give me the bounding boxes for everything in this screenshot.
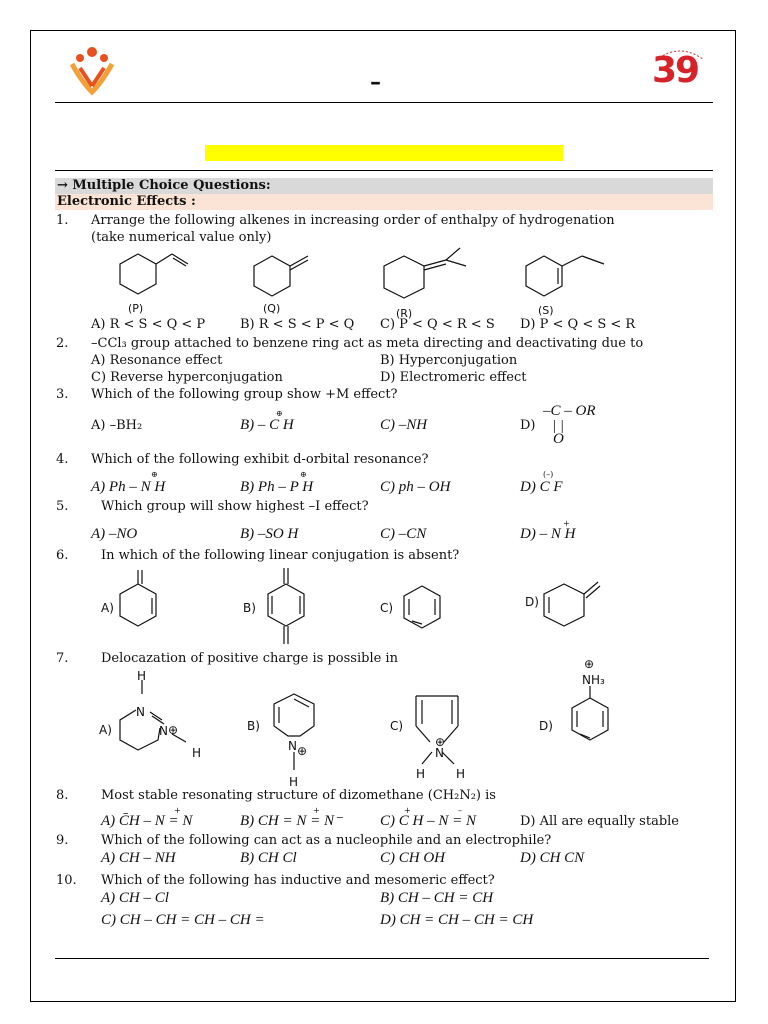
q8-a-plus: + xyxy=(174,806,181,815)
title-highlight xyxy=(205,145,563,161)
q9-number: 9. xyxy=(56,833,69,848)
q7-b-charge: ⊕ xyxy=(297,744,308,758)
q7-d-charge: ⊕ xyxy=(584,657,595,671)
q6-option-b[interactable]: B) xyxy=(243,601,256,615)
q1-option-b[interactable]: B) R < S < P < Q xyxy=(240,317,355,332)
q10-number: 10. xyxy=(56,873,77,888)
q9-option-c[interactable]: C) CH OH xyxy=(380,850,446,866)
q2-option-c[interactable]: C) Reverse hyperconjugation xyxy=(91,370,283,385)
q1-text-cont: (take numerical value only) xyxy=(91,230,272,245)
q8-b-plus: + xyxy=(313,806,320,815)
q3-d-oxygen: O xyxy=(553,431,564,447)
q5-option-c[interactable]: C) –CN xyxy=(380,526,427,542)
q3-number: 3. xyxy=(56,387,69,402)
q7-structure-b xyxy=(264,690,334,790)
q2-option-b[interactable]: B) Hyperconjugation xyxy=(380,353,518,368)
institute-logo xyxy=(62,42,122,97)
q4-text: Which of the following exhibit d-orbital resonance? xyxy=(91,452,429,467)
q3-d-bond: | | xyxy=(552,418,564,434)
q4-option-b[interactable]: B) Ph – P H xyxy=(240,479,314,495)
q1-label-r: (R) xyxy=(396,307,413,320)
q4-d-charge: (–) xyxy=(543,470,554,479)
q5-option-a[interactable]: A) –NO xyxy=(91,526,138,542)
q7-a-h-top: H xyxy=(137,669,147,683)
q7-structure-c xyxy=(410,686,480,776)
q6-option-d[interactable]: D) xyxy=(525,595,539,609)
q9-text: Which of the following can act as a nucleophile and an electrophile? xyxy=(101,833,552,848)
q2-option-d[interactable]: D) Electromeric effect xyxy=(380,370,527,385)
q4-option-a[interactable]: A) Ph – N H xyxy=(91,479,166,495)
q7-structure-d xyxy=(566,686,616,746)
q3-b-charge: ⊕ xyxy=(276,409,283,418)
q1-text: Arrange the following alkenes in increasing order of enthalpy of hydrogenation xyxy=(91,213,615,228)
header-rule xyxy=(55,102,713,103)
q9-option-b[interactable]: B) CH Cl xyxy=(240,850,297,866)
q10-option-d[interactable]: D) CH = CH – CH = CH xyxy=(380,912,534,928)
q7-a-h-bottom: H xyxy=(192,746,202,760)
q5-option-b[interactable]: B) –SO H xyxy=(240,526,299,542)
q3-option-d[interactable]: D) xyxy=(520,418,536,433)
q10-option-c[interactable]: C) CH – CH = CH – CH = xyxy=(101,912,265,928)
q8-c-plus: + xyxy=(404,806,411,815)
q8-option-d[interactable]: D) All are equally stable xyxy=(520,814,680,829)
q7-a-n-top: N xyxy=(136,705,145,719)
q4-option-d[interactable]: D) C F xyxy=(520,479,563,495)
q4-a-charge: ⊕ xyxy=(151,470,158,479)
q3-option-b[interactable]: B) – C H xyxy=(240,417,294,433)
q1-label-q: (Q) xyxy=(263,302,281,315)
q6-structure-d xyxy=(540,578,610,638)
q1-structure-q xyxy=(246,248,336,308)
q1-option-d[interactable]: D) P < Q < S < R xyxy=(520,317,636,332)
q1-option-c[interactable]: C) P < Q < R < S xyxy=(380,317,495,332)
header-dash: – xyxy=(370,69,381,95)
q9-option-d[interactable]: D) CH CN xyxy=(520,850,585,866)
q1-label-p: (P) xyxy=(128,302,144,315)
q2-number: 2. xyxy=(56,336,69,351)
q7-number: 7. xyxy=(56,651,69,666)
q3-option-c[interactable]: C) –NH xyxy=(380,417,428,433)
q10-option-b[interactable]: B) CH – CH = CH xyxy=(380,890,494,906)
footer-rule xyxy=(55,958,709,959)
q3-d-top: –C – OR xyxy=(543,403,596,419)
q6-text: In which of the following linear conjugation is absent? xyxy=(101,548,460,563)
q6-option-a[interactable]: A) xyxy=(101,601,114,615)
q5-option-d[interactable]: D) – N H xyxy=(520,526,576,542)
q5-number: 5. xyxy=(56,499,69,514)
q7-option-a[interactable]: A) xyxy=(99,723,112,737)
q1-structure-s xyxy=(520,250,620,310)
q10-option-a[interactable]: A) CH – Cl xyxy=(101,890,169,906)
topic-title: Electronic Effects : xyxy=(57,194,196,209)
q2-text: –CCl₃ group attached to benzene ring act as meta directing and deactivating due to xyxy=(91,336,644,351)
q7-c-charge: ⊕ xyxy=(435,735,446,749)
q8-option-a[interactable]: A) C̄H – N = N xyxy=(101,813,193,829)
q3-option-a[interactable]: A) –BH₂ xyxy=(91,418,143,433)
q4-number: 4. xyxy=(56,452,69,467)
q7-option-b[interactable]: B) xyxy=(247,719,260,733)
q6-structure-a xyxy=(114,570,174,640)
q7-c-h-left: H xyxy=(416,767,426,781)
q7-c-h-right: H xyxy=(456,767,466,781)
q7-text: Delocazation of positive charge is possible in xyxy=(101,651,398,666)
q6-structure-b xyxy=(262,566,322,650)
q1-option-a[interactable]: A) R < S < Q < P xyxy=(91,317,206,332)
q8-option-b[interactable]: B) CH = N = N⁻ xyxy=(240,813,342,829)
badge-arc-icon xyxy=(650,46,720,62)
section-rule xyxy=(55,170,713,171)
q10-text: Which of the following has inductive and mesomeric effect? xyxy=(101,873,495,888)
q7-option-d[interactable]: D) xyxy=(539,719,553,733)
q4-b-charge: ⊕ xyxy=(300,470,307,479)
q1-label-s: (S) xyxy=(538,304,554,317)
q1-structure-r xyxy=(378,246,488,306)
q7-b-h: H xyxy=(289,775,299,789)
q1-structure-p xyxy=(110,248,210,308)
q1-number: 1. xyxy=(56,213,69,228)
q2-option-a[interactable]: A) Resonance effect xyxy=(91,353,223,368)
q7-b-n: N xyxy=(288,739,297,753)
q9-option-a[interactable]: A) CH – NH xyxy=(101,850,176,866)
q5-text: Which group will show highest –I effect? xyxy=(101,499,369,514)
q4-option-c[interactable]: C) ph – OH xyxy=(380,479,451,495)
q7-a-n-bottom: N xyxy=(159,724,168,738)
q8-c-minus: – xyxy=(458,806,462,815)
q6-number: 6. xyxy=(56,548,69,563)
q8-number: 8. xyxy=(56,788,69,803)
q7-c-n: N xyxy=(435,746,444,760)
q7-a-charge: ⊕ xyxy=(168,723,179,737)
q8-text: Most stable resonating structure of dizomethane (CH₂N₂) is xyxy=(101,788,496,803)
mcq-title: → Multiple Choice Questions: xyxy=(57,178,271,193)
q5-d-charge: + xyxy=(563,519,570,528)
q7-option-c[interactable]: C) xyxy=(390,719,404,733)
q7-d-nh3: NH₃ xyxy=(582,673,605,687)
q3-text: Which of the following group show +M effect? xyxy=(91,387,398,402)
q6-option-c[interactable]: C) xyxy=(380,601,394,615)
q8-option-c[interactable]: C) C H – N = N xyxy=(380,813,476,829)
q6-structure-c xyxy=(400,584,450,634)
anniversary-badge: 39 xyxy=(652,50,699,91)
